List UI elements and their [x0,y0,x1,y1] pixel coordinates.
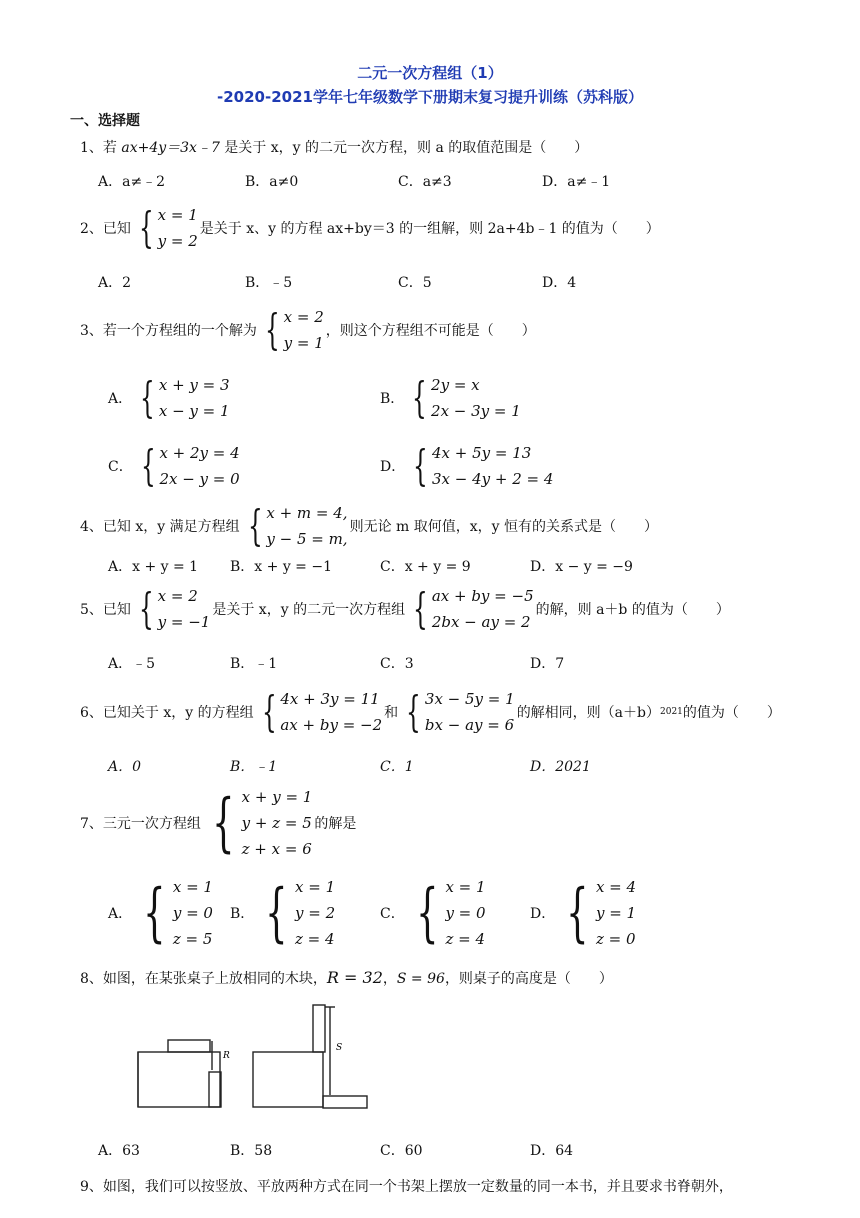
right-table [253,1052,323,1107]
q8-r-value: R = 32 [326,968,383,987]
q7-option-d[interactable]: D． { x = 4 y = 1 z = 0 [530,876,637,950]
q4-option-d[interactable]: D．x − y = −9 [530,559,633,575]
q7-option-b[interactable]: B． { x = 1 y = 2 z = 4 [230,876,336,950]
q8-option-a[interactable]: A．63 [98,1143,140,1159]
q3-option-b[interactable]: B． { 2y = x 2x − 3y = 1 [380,373,521,422]
left-table [138,1052,220,1107]
q3-option-c[interactable]: C． { x + 2y = 4 2x − y = 0 [108,441,240,490]
q6-system-2: { 3x − 5y = 1 bx − ay = 6 [406,687,515,736]
q1-option-a[interactable]: A．a≠﹣2 [98,174,166,190]
q3-solution-system: { x = 2 y = 1 [264,305,324,354]
question-2: 2、已知 { x = 1 y = 2 是关于 x、y 的方程 ax+by＝3 的一组解，则 2a+4b﹣1 的值为（ ） [80,203,660,252]
q6-option-d[interactable]: D．2021 [530,759,591,775]
left-block-side [209,1072,221,1107]
q8-s-value: S = 96 [396,971,445,987]
q2-option-a[interactable]: A．2 [98,275,132,291]
q2-solution-system: { x = 1 y = 2 [138,203,198,252]
q5-solution-system: { x = 2 y = −1 [138,584,211,633]
q5-option-a[interactable]: A．﹣5 [108,656,156,672]
q1-option-b[interactable]: B．a≠0 [245,174,299,190]
question-8: 8、如图，在某张桌子上放相同的木块，R = 32，S = 96，则桌子的高度是（ ） [80,968,613,987]
q8-option-d[interactable]: D．64 [530,1143,574,1159]
q7-system: { x + y = 1 y + z = 5 z + x = 6 [212,786,313,860]
q3-option-d[interactable]: D． { 4x + 5y = 13 3x − 4y + 2 = 4 [380,441,554,490]
question-1: 1、若 ax+4y＝3x﹣7 是关于 x，y 的二元一次方程，则 a 的取值范围是（ ） [80,140,589,156]
section-heading: 一、选择题 [70,113,140,129]
title-line-2: -2020-2021学年七年级数学下册期末复习提升训练（苏科版） [217,88,643,106]
question-5: 5、已知 { x = 2 y = −1 是关于 x，y 的二元一次方程组 { ax + by = −5 2bx − ay = 2 的解，则 a＋b 的值为（ ） [80,584,730,633]
q4-option-b[interactable]: B．x + y = −1 [230,559,332,575]
q1-option-c[interactable]: C．a≠3 [398,174,452,190]
right-block-flat [323,1096,367,1108]
fig-r-label: R [223,1051,230,1061]
question-4: 4、已知 x，y 满足方程组 { x + m = 4, y − 5 = m, 则无论 m 取何值，x，y 恒有的关系式是（ ） [80,501,659,550]
q4-option-c[interactable]: C．x + y = 9 [380,559,471,575]
q4-option-a[interactable]: A．x + y = 1 [108,559,199,575]
q1-equation: ax+4y＝3x﹣7 [121,140,220,156]
q6-system-1: { 4x + 3y = 11 ax + by = −2 [261,687,383,736]
q5-option-d[interactable]: D．7 [530,656,565,672]
question-9: 9、如图，我们可以按竖放、平放两种方式在同一个书架上摆放一定数量的同一本书，并且要求书脊朝外， [80,1179,733,1195]
q6-option-a[interactable]: A．0 [108,759,142,775]
q8-option-b[interactable]: B．58 [230,1143,273,1159]
q3-option-a[interactable]: A． { x + y = 3 x − y = 1 [108,373,230,422]
q7-option-a[interactable]: A． { x = 1 y = 0 z = 5 [108,876,213,950]
q2-option-d[interactable]: D．4 [542,275,577,291]
question-6: 6、已知关于 x，y 的方程组 { 4x + 3y = 11 ax + by = −2 和 { 3x − 5y = 1 bx − ay = 6 的解相同，则（a＋b） 2021 的值为（ ） [80,687,781,736]
q8-option-c[interactable]: C．60 [380,1143,423,1159]
title-line-1: 二元一次方程组（1） [357,64,503,82]
q2-option-b[interactable]: B．﹣5 [245,275,293,291]
q6-option-c[interactable]: C．1 [380,759,414,775]
q7-option-c[interactable]: C． { x = 1 y = 0 z = 4 [380,876,486,950]
question-7: 7、三元一次方程组 { x + y = 1 y + z = 5 z + x = 6 的解是 [80,786,357,860]
q5-option-c[interactable]: C．3 [380,656,414,672]
left-block-top [168,1040,210,1052]
right-block-vertical [313,1005,325,1052]
q6-option-b[interactable]: B．﹣1 [230,759,278,775]
q2-option-c[interactable]: C．5 [398,275,432,291]
q5-option-b[interactable]: B．﹣1 [230,656,278,672]
question-3: 3、若一个方程组的一个解为 { x = 2 y = 1 ，则这个方程组不可能是（ ） [80,305,536,354]
fig-s-label: S [336,1043,343,1053]
q1-option-d[interactable]: D．a≠﹣1 [542,174,611,190]
q4-system: { x + m = 4, y − 5 = m, [247,501,348,550]
q5-equation-system: { ax + by = −5 2bx − ay = 2 [413,584,534,633]
